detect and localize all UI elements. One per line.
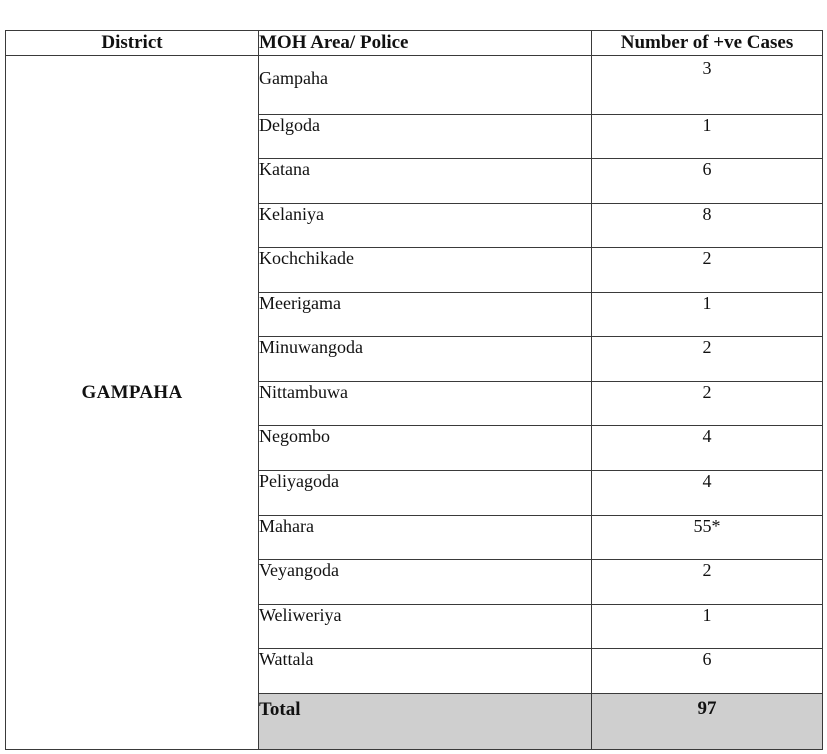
cases-cell: 2 <box>592 381 823 426</box>
cases-cell: 6 <box>592 649 823 694</box>
area-cell: Minuwangoda <box>259 337 592 382</box>
area-cell: Delgoda <box>259 114 592 159</box>
cases-cell: 1 <box>592 114 823 159</box>
area-cell: Mahara <box>259 515 592 560</box>
area-cell: Nittambuwa <box>259 381 592 426</box>
cases-cell: 2 <box>592 337 823 382</box>
area-cell: Gampaha <box>259 56 592 115</box>
area-cell: Katana <box>259 159 592 204</box>
area-cell: Kelaniya <box>259 203 592 248</box>
cases-table <box>5 30 823 750</box>
area-cell: Veyangoda <box>259 560 592 605</box>
header-row <box>6 31 823 56</box>
cases-cell: 55* <box>592 515 823 560</box>
area-cell: Peliyagoda <box>259 470 592 515</box>
area-cell: Meerigama <box>259 292 592 337</box>
cases-cell: 2 <box>592 560 823 605</box>
total-label: Total <box>259 693 592 749</box>
cases-header: Number of +ve Cases <box>592 31 823 56</box>
district-name: GAMPAHA <box>81 381 183 403</box>
area-cell: Wattala <box>259 649 592 694</box>
cases-cell: 6 <box>592 159 823 204</box>
area-cell: Kochchikade <box>259 248 592 293</box>
cases-cell: 1 <box>592 292 823 337</box>
table-body <box>6 56 823 750</box>
district-cell <box>6 56 259 750</box>
area-cell: Negombo <box>259 426 592 471</box>
cases-cell: 2 <box>592 248 823 293</box>
cases-cell: 4 <box>592 426 823 471</box>
area-cell: Weliweriya <box>259 604 592 649</box>
area-header: MOH Area/ Police <box>259 31 592 56</box>
cases-cell: 1 <box>592 604 823 649</box>
district-header: District <box>6 31 259 56</box>
total-value: 97 <box>592 693 823 749</box>
cases-cell: 8 <box>592 203 823 248</box>
table-row <box>6 56 823 115</box>
cases-cell: 3 <box>592 56 823 115</box>
cases-cell: 4 <box>592 470 823 515</box>
